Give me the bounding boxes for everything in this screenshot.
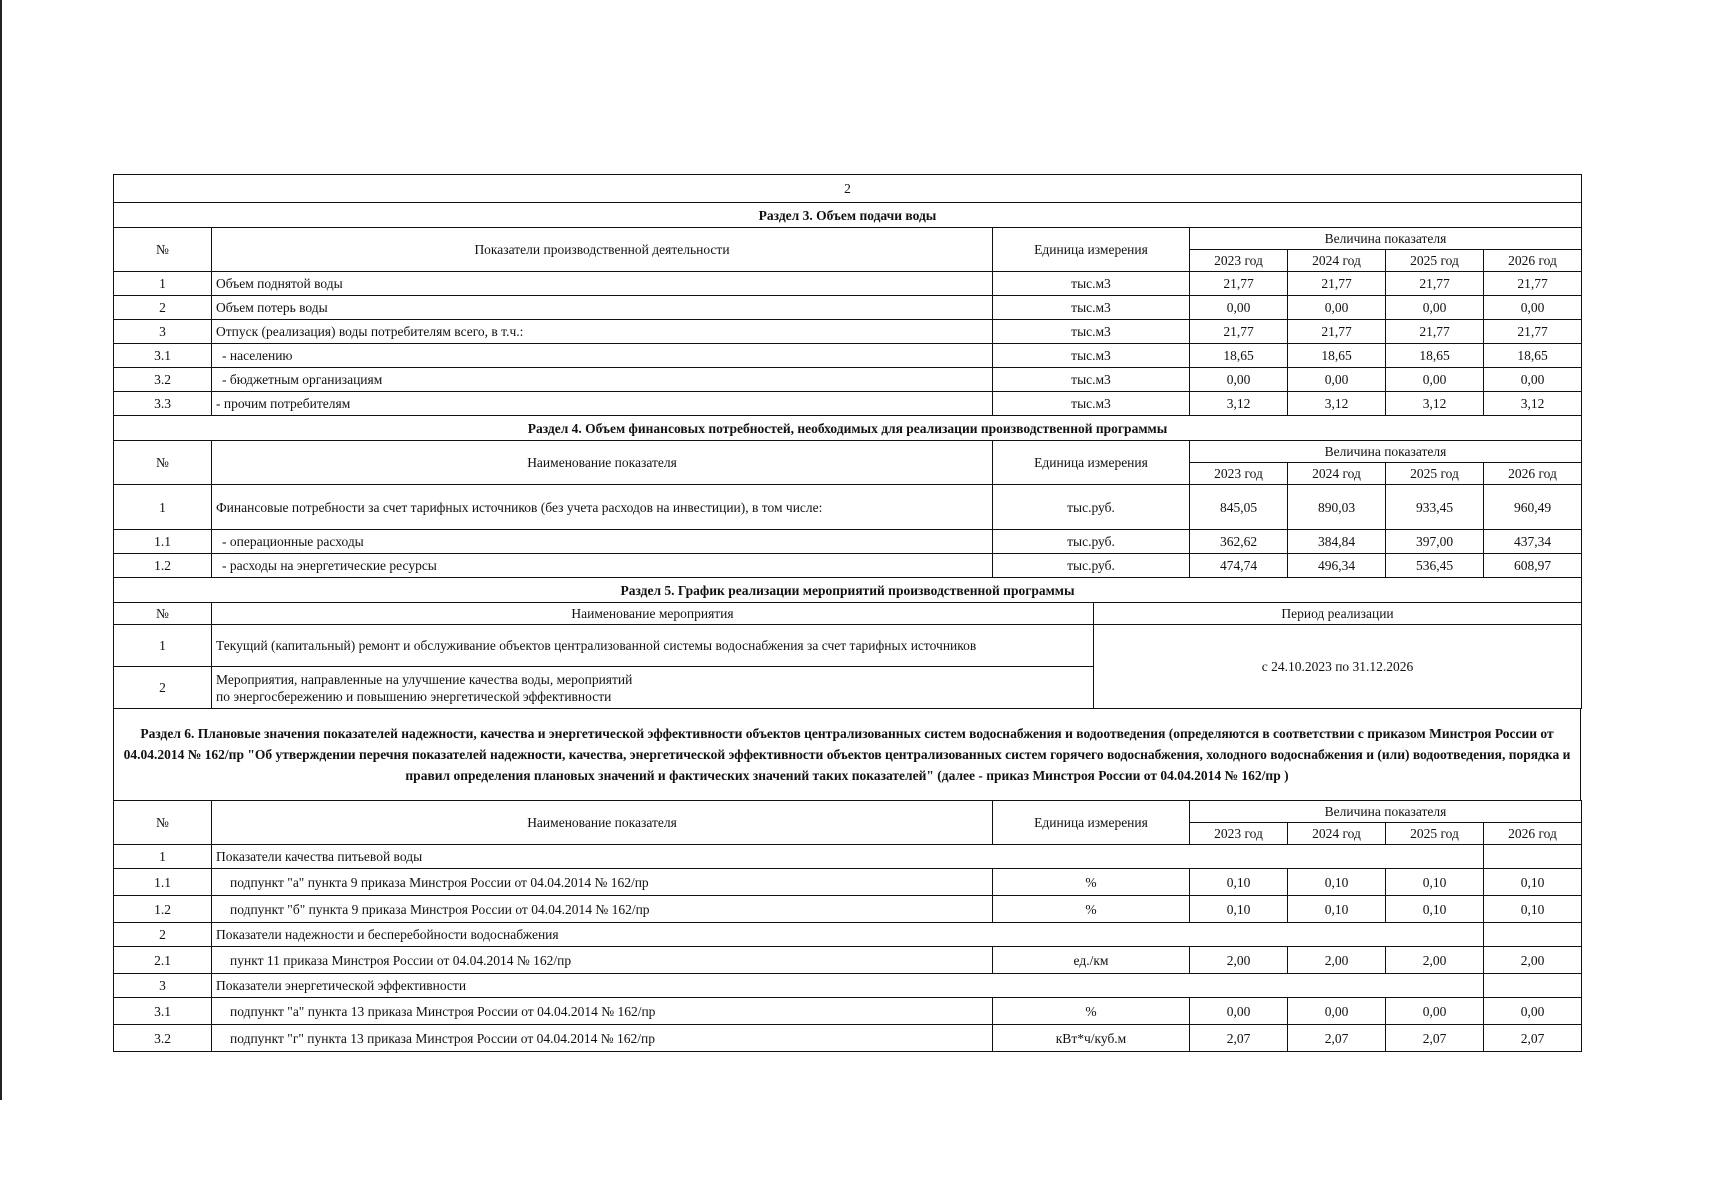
table-row <box>114 320 1582 344</box>
row-value: 0,00 <box>1484 368 1582 392</box>
row-value: 21,77 <box>1190 272 1288 296</box>
row-value: 2,07 <box>1484 1025 1582 1052</box>
col-value-header: Величина показателя <box>1190 228 1582 250</box>
year-header: 2023 год <box>1190 823 1288 845</box>
page-number: 2 <box>114 175 1582 203</box>
row-value: 0,00 <box>1190 368 1288 392</box>
section6-title: Раздел 6. Плановые значения показателей надежности, качества и энергетической эффективности объектов централизованных систем водоснабжения и водоотведения (определяются в соответствии с приказом Минстроя России от 04.04.2014 № 162/пр "Об утверждении перечня показателей надежности, качества, энергетической эффективности объектов централизованных систем горячего водоснабжения, холодного водоснабжения и (или) водоотведения, порядка и правил определения плановых значений и фактических значений таких показателей" (далее - приказ Минстроя России от 04.04.2014 № 162/пр ) <box>113 709 1581 800</box>
col-name-header: Наименование показателя <box>212 441 993 485</box>
table-row <box>114 554 1582 578</box>
row-no: 1.2 <box>114 554 212 578</box>
row-no: 3.2 <box>114 1025 212 1052</box>
row-name-line: Мероприятия, направленные на улучшение качества воды, мероприятий <box>216 671 633 687</box>
row-no: 1 <box>114 485 212 530</box>
col-name-header: Показатели производственной деятельности <box>212 228 993 272</box>
row-name: Отпуск (реализация) воды потребителям всего, в т.ч.: <box>212 320 993 344</box>
row-value: 3,12 <box>1484 392 1582 416</box>
row-name: подпункт "б" пункта 9 приказа Минстроя России от 04.04.2014 № 162/пр <box>212 896 993 923</box>
row-name: Объем потерь воды <box>212 296 993 320</box>
col-no-header: № <box>114 801 212 845</box>
row-value: 890,03 <box>1288 485 1386 530</box>
row-value: 3,12 <box>1386 392 1484 416</box>
col-name-header: Наименование показателя <box>212 801 993 845</box>
table-row <box>114 530 1582 554</box>
row-unit: тыс.руб. <box>993 554 1190 578</box>
row-no: 2 <box>114 923 212 947</box>
row-name: подпункт "г" пункта 13 приказа Минстроя России от 04.04.2014 № 162/пр <box>212 1025 993 1052</box>
row-name: подпункт "а" пункта 9 приказа Минстроя России от 04.04.2014 № 162/пр <box>212 869 993 896</box>
col-no-header: № <box>114 441 212 485</box>
document-page <box>113 174 1581 1052</box>
section3-table <box>113 174 1582 578</box>
row-value: 21,77 <box>1288 272 1386 296</box>
year-header: 2026 год <box>1484 463 1582 485</box>
row-value: 2,07 <box>1288 1025 1386 1052</box>
implementation-period: с 24.10.2023 по 31.12.2026 <box>1094 625 1582 709</box>
row-unit: кВт*ч/куб.м <box>993 1025 1190 1052</box>
row-no: 1.2 <box>114 896 212 923</box>
table-row <box>114 625 1582 667</box>
table-row <box>114 368 1582 392</box>
col-value-header: Величина показателя <box>1190 801 1582 823</box>
row-value: 21,77 <box>1386 272 1484 296</box>
row-value: 2,07 <box>1386 1025 1484 1052</box>
row-unit: тыс.м3 <box>993 344 1190 368</box>
row-name-line: по энергосбережению и повышению энергетической эффективности <box>216 688 612 704</box>
row-unit: тыс.м3 <box>993 296 1190 320</box>
row-value: 384,84 <box>1288 530 1386 554</box>
row-value: 0,10 <box>1190 896 1288 923</box>
table-row <box>114 485 1582 530</box>
row-value: 0,00 <box>1190 998 1288 1025</box>
row-unit: тыс.м3 <box>993 368 1190 392</box>
row-value: 933,45 <box>1386 485 1484 530</box>
row-value: 2,00 <box>1190 947 1288 974</box>
year-header: 2024 год <box>1288 823 1386 845</box>
row-value: 0,00 <box>1386 368 1484 392</box>
row-unit: тыс.м3 <box>993 320 1190 344</box>
row-name: Показатели качества питьевой воды <box>212 845 1484 869</box>
table-row <box>114 947 1582 974</box>
row-no: 1.1 <box>114 869 212 896</box>
row-unit: тыс.м3 <box>993 392 1190 416</box>
row-name <box>212 667 1094 709</box>
section6-table <box>113 800 1582 1052</box>
section5-title: Раздел 5. График реализации мероприятий производственной программы <box>114 578 1582 603</box>
row-value: 2,07 <box>1190 1025 1288 1052</box>
row-value: 2,00 <box>1288 947 1386 974</box>
row-name: пункт 11 приказа Минстроя России от 04.04.2014 № 162/пр <box>212 947 993 974</box>
year-header: 2023 год <box>1190 250 1288 272</box>
row-no: 1 <box>114 625 212 667</box>
col-period-header: Период реализации <box>1094 603 1582 625</box>
row-value: 0,10 <box>1386 869 1484 896</box>
row-value: 0,10 <box>1484 896 1582 923</box>
row-unit: % <box>993 869 1190 896</box>
section4-title: Раздел 4. Объем финансовых потребностей, необходимых для реализации производственной программы <box>114 416 1582 441</box>
scan-edge-line <box>0 0 2 1100</box>
table-row <box>114 998 1582 1025</box>
row-value: 0,00 <box>1288 296 1386 320</box>
row-value: 474,74 <box>1190 554 1288 578</box>
row-value: 3,12 <box>1288 392 1386 416</box>
table-group-row <box>114 974 1582 998</box>
section3-title: Раздел 3. Объем подачи воды <box>114 203 1582 228</box>
row-unit: тыс.м3 <box>993 272 1190 296</box>
section5-table <box>113 577 1582 709</box>
col-name-header: Наименование мероприятия <box>212 603 1094 625</box>
row-value: 0,00 <box>1190 296 1288 320</box>
row-no: 1 <box>114 845 212 869</box>
year-header: 2024 год <box>1288 250 1386 272</box>
row-value: 3,12 <box>1190 392 1288 416</box>
row-name: подпункт "а" пункта 13 приказа Минстроя России от 04.04.2014 № 162/пр <box>212 998 993 1025</box>
row-name: Показатели энергетической эффективности <box>212 974 1484 998</box>
row-name: - расходы на энергетические ресурсы <box>212 554 993 578</box>
row-value: 496,34 <box>1288 554 1386 578</box>
year-header: 2025 год <box>1386 463 1484 485</box>
row-name: - операционные расходы <box>212 530 993 554</box>
year-header: 2023 год <box>1190 463 1288 485</box>
row-no: 2.1 <box>114 947 212 974</box>
row-value: 18,65 <box>1386 344 1484 368</box>
row-name: - бюджетным организациям <box>212 368 993 392</box>
row-name: Объем поднятой воды <box>212 272 993 296</box>
row-name: Текущий (капитальный) ремонт и обслуживание объектов централизованной системы водоснабжения за счет тарифных источников <box>212 625 1094 667</box>
row-value: 18,65 <box>1190 344 1288 368</box>
row-value: 21,77 <box>1288 320 1386 344</box>
table-group-row <box>114 845 1582 869</box>
row-name: - населению <box>212 344 993 368</box>
table-row <box>114 296 1582 320</box>
row-value: 18,65 <box>1288 344 1386 368</box>
row-value: 18,65 <box>1484 344 1582 368</box>
year-header: 2026 год <box>1484 250 1582 272</box>
row-no: 3.3 <box>114 392 212 416</box>
col-unit-header: Единица измерения <box>993 441 1190 485</box>
table-row <box>114 869 1582 896</box>
row-no: 3 <box>114 320 212 344</box>
row-no: 3.1 <box>114 344 212 368</box>
col-value-header: Величина показателя <box>1190 441 1582 463</box>
row-no: 1.1 <box>114 530 212 554</box>
row-unit: % <box>993 896 1190 923</box>
row-value: 0,10 <box>1288 896 1386 923</box>
row-value: 0,00 <box>1386 998 1484 1025</box>
row-value: 0,10 <box>1190 869 1288 896</box>
row-name: Показатели надежности и бесперебойности водоснабжения <box>212 923 1484 947</box>
row-name: - прочим потребителям <box>212 392 993 416</box>
row-unit: тыс.руб. <box>993 485 1190 530</box>
table-row <box>114 896 1582 923</box>
row-value: 0,00 <box>1484 998 1582 1025</box>
row-value: 0,10 <box>1288 869 1386 896</box>
year-header: 2026 год <box>1484 823 1582 845</box>
col-unit-header: Единица измерения <box>993 228 1190 272</box>
row-value: 437,34 <box>1484 530 1582 554</box>
row-value: 397,00 <box>1386 530 1484 554</box>
row-value: 0,00 <box>1288 368 1386 392</box>
year-header: 2024 год <box>1288 463 1386 485</box>
row-value: 2,00 <box>1484 947 1582 974</box>
row-unit: ед./км <box>993 947 1190 974</box>
row-value: 0,10 <box>1386 896 1484 923</box>
row-no: 2 <box>114 667 212 709</box>
row-value: 960,49 <box>1484 485 1582 530</box>
row-unit: тыс.руб. <box>993 530 1190 554</box>
row-value: 21,77 <box>1386 320 1484 344</box>
row-value: 21,77 <box>1484 272 1582 296</box>
row-value: 0,00 <box>1288 998 1386 1025</box>
table-group-row <box>114 923 1582 947</box>
row-value: 362,62 <box>1190 530 1288 554</box>
row-value: 608,97 <box>1484 554 1582 578</box>
row-name: Финансовые потребности за счет тарифных источников (без учета расходов на инвестиции), в том числе: <box>212 485 993 530</box>
row-no: 1 <box>114 272 212 296</box>
col-no-header: № <box>114 603 212 625</box>
row-value: 2,00 <box>1386 947 1484 974</box>
row-no: 3.2 <box>114 368 212 392</box>
row-value: 0,00 <box>1484 296 1582 320</box>
year-header: 2025 год <box>1386 250 1484 272</box>
year-header: 2025 год <box>1386 823 1484 845</box>
table-row <box>114 344 1582 368</box>
table-row <box>114 1025 1582 1052</box>
row-no: 3 <box>114 974 212 998</box>
row-no: 2 <box>114 296 212 320</box>
col-unit-header: Единица измерения <box>993 801 1190 845</box>
row-unit: % <box>993 998 1190 1025</box>
row-value: 0,10 <box>1484 869 1582 896</box>
col-no-header: № <box>114 228 212 272</box>
table-row <box>114 392 1582 416</box>
table-row <box>114 272 1582 296</box>
row-value: 845,05 <box>1190 485 1288 530</box>
row-value: 0,00 <box>1386 296 1484 320</box>
row-value: 536,45 <box>1386 554 1484 578</box>
row-value: 21,77 <box>1484 320 1582 344</box>
row-value: 21,77 <box>1190 320 1288 344</box>
row-no: 3.1 <box>114 998 212 1025</box>
